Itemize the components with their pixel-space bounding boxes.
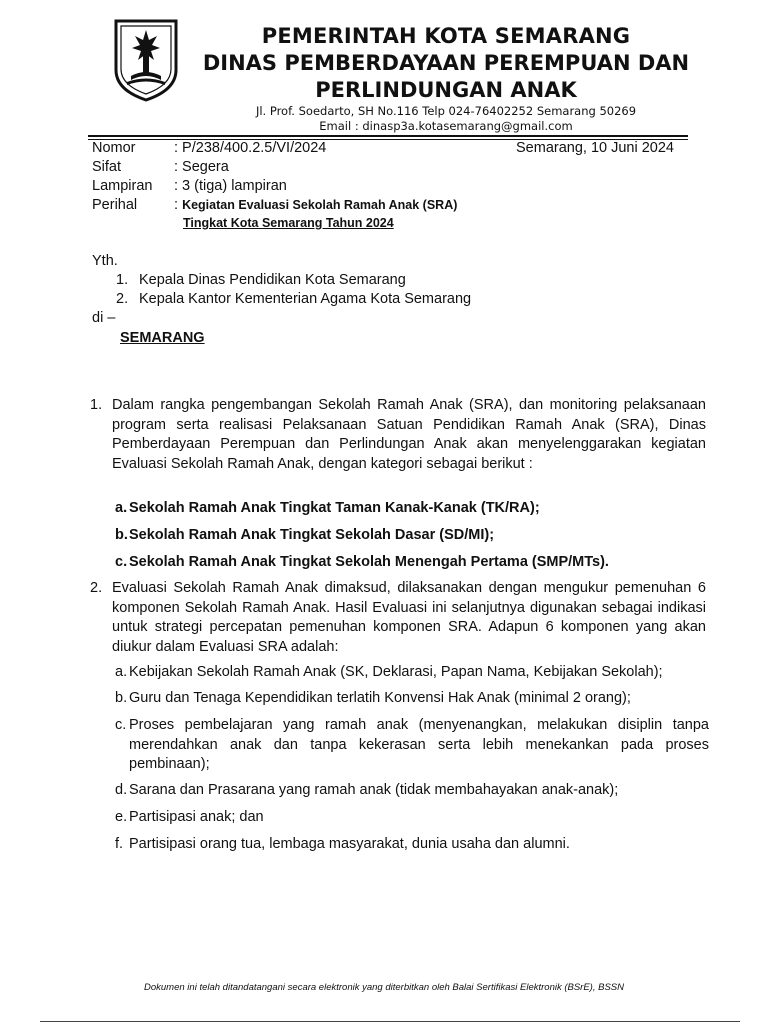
- addressee-num-2: 2.: [116, 291, 129, 307]
- sifat-value: : Segera: [174, 159, 229, 175]
- component-item: [115, 781, 709, 801]
- paragraph-1-number: 1.: [90, 397, 103, 413]
- component-text: Guru dan Tenaga Kependidikan terlatih Konvensi Hak Anak (minimal 2 orang);: [129, 690, 631, 706]
- category-letter: a.: [115, 500, 128, 516]
- perihal-line2: Tingkat Kota Semarang Tahun 2024: [183, 216, 394, 230]
- lampiran-value: : 3 (tiga) lampiran: [174, 178, 287, 194]
- semarang-emblem-icon: [113, 18, 179, 102]
- component-text: Partisipasi anak; dan: [129, 809, 264, 825]
- addressee-num-1: 1.: [116, 272, 129, 288]
- nomor-value: : P/238/400.2.5/VI/2024: [174, 140, 327, 156]
- lampiran-row: [92, 178, 287, 194]
- paragraph-2: Evaluasi Sekolah Ramah Anak dimaksud, dilaksanakan dengan mengukur pemenuhan 6 komponen Sekolah Ramah Anak. Hasil Evaluasi ini selanjutnya digunakan sebagai indikasi untuk strategi percepatan pemenuhan komponen SRA. Adapun 6 komponen yang akan diukur dalam Evaluasi SRA adalah:: [112, 580, 706, 655]
- component-text: Kebijakan Sekolah Ramah Anak (SK, Deklarasi, Papan Nama, Kebijakan Sekolah);: [129, 664, 663, 680]
- e-signature-footer: Dokumen ini telah ditandatangani secara elektronik yang diterbitkan oleh Balai Sertifikasi Elektronik (BSrE), BSSN: [144, 982, 624, 993]
- component-text: Proses pembelajaran yang ramah anak (menyenangkan, melakukan disiplin tanpa merendahkan anak dan tanpa kekerasan serta lebih menekankan pada proses pembinaan);: [129, 717, 709, 772]
- nomor-row: [92, 140, 326, 156]
- addressee-item-1: Kepala Dinas Pendidikan Kota Semarang: [139, 272, 406, 288]
- component-item: [115, 808, 709, 828]
- letterhead-agency-line1: DINAS PEMBERDAYAAN PEREMPUAN DAN: [202, 51, 690, 75]
- category-letter: c.: [115, 554, 128, 570]
- lampiran-label: Lampiran: [92, 178, 153, 194]
- yth-label: Yth.: [92, 253, 118, 269]
- component-text: Partisipasi orang tua, lembaga masyarakat, dunia usaha dan alumni.: [129, 836, 570, 852]
- letterhead-email: Email : dinasp3a.kotasemarang@gmail.com: [319, 119, 573, 133]
- component-text: Sarana dan Prasarana yang ramah anak (tidak membahayakan anak-anak);: [129, 782, 619, 798]
- component-letter: e.: [115, 809, 128, 825]
- letterhead-rule-thick: [88, 135, 688, 137]
- di-label: di –: [92, 310, 116, 326]
- category-text: Sekolah Ramah Anak Tingkat Sekolah Menengah Pertama (SMP/MTs).: [129, 554, 609, 570]
- letterhead-address: Jl. Prof. Soedarto, SH No.116 Telp 024-76402252 Semarang 50269: [255, 104, 637, 118]
- component-letter: b.: [115, 690, 128, 706]
- letterhead-agency-line2: PERLINDUNGAN ANAK: [315, 78, 577, 102]
- category-text: Sekolah Ramah Anak Tingkat Sekolah Dasar (SD/MI);: [129, 527, 495, 543]
- letterhead-government: PEMERINTAH KOTA SEMARANG: [261, 24, 631, 48]
- component-item: [115, 663, 709, 683]
- component-letter: c.: [115, 717, 127, 733]
- addressee-item-2: Kepala Kantor Kementerian Agama Kota Semarang: [139, 291, 472, 307]
- nomor-label: Nomor: [92, 140, 136, 156]
- component-letter: f.: [115, 836, 124, 852]
- component-letter: d.: [115, 782, 128, 798]
- category-text: Sekolah Ramah Anak Tingkat Taman Kanak-Kanak (TK/RA);: [129, 500, 540, 516]
- paragraph-1: Dalam rangka pengembangan Sekolah Ramah Anak (SRA), dan monitoring pelaksanaan program serta realisasi Pelaksanaan Satuan Pendidikan Ramah Anak (SRA), Dinas Pemberdayaan Perempuan dan Perlindungan Anak akan menyelenggarakan kegiatan Evaluasi Sekolah Ramah Anak, dengan kategori sebagai berikut :: [112, 397, 706, 472]
- category-item: [115, 553, 709, 573]
- component-letter: a.: [115, 664, 128, 680]
- category-item: [115, 526, 709, 546]
- addressee-city: SEMARANG: [120, 330, 205, 346]
- category-item: [115, 499, 709, 519]
- category-letter: b.: [115, 527, 128, 543]
- component-item: [115, 716, 709, 775]
- letter-date: Semarang, 10 Juni 2024: [516, 140, 674, 156]
- perihal-line1: Kegiatan Evaluasi Sekolah Ramah Anak (SRA): [182, 198, 458, 212]
- component-item: [115, 689, 709, 709]
- sifat-label: Sifat: [92, 159, 122, 175]
- component-item: [115, 835, 709, 855]
- perihal-row: [92, 197, 457, 213]
- perihal-colon: :: [174, 197, 179, 213]
- paragraph-2-number: 2.: [90, 580, 103, 596]
- page-bottom-rule: [40, 1021, 740, 1022]
- sifat-row: [92, 159, 229, 175]
- perihal-label: Perihal: [92, 197, 138, 213]
